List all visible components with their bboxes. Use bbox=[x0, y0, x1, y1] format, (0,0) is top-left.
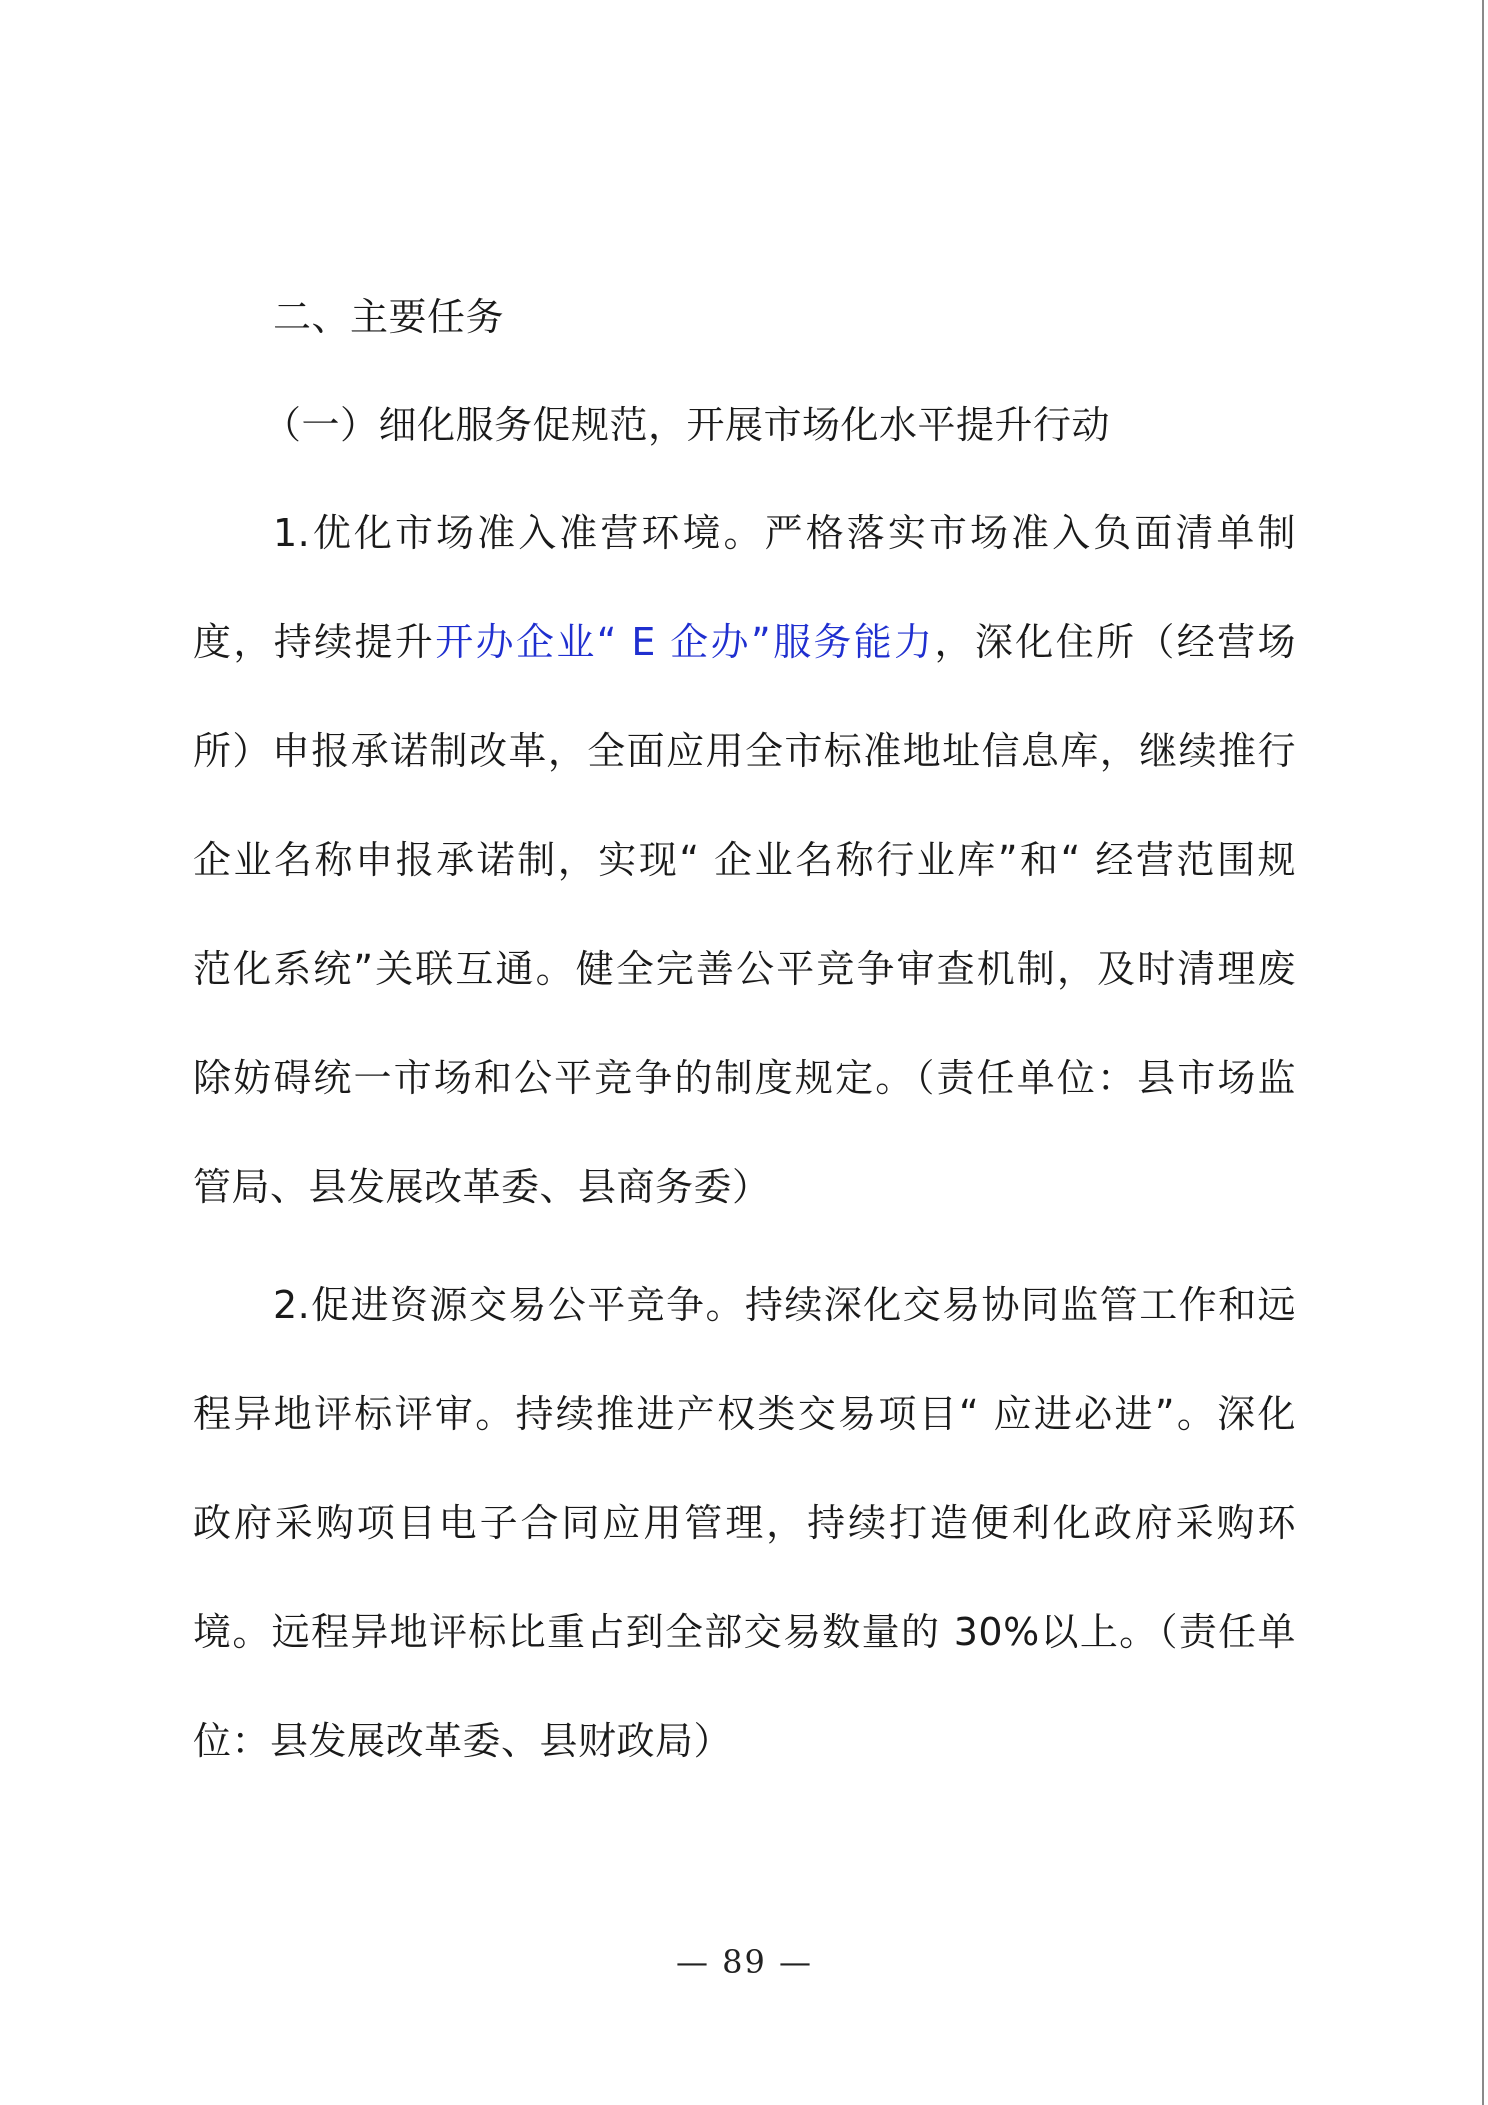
item2-line2: 程异地评标评审。持续推进产权类交易项目“ 应进必进”。深化 bbox=[193, 1392, 1296, 1436]
page-number: — 89 — bbox=[675, 1943, 814, 1981]
item1-line2-start: 度，持续提升 bbox=[193, 620, 436, 664]
subsection-heading: （一）细化服务促规范，开展市场化水平提升行动 bbox=[263, 403, 1111, 447]
item1-line3: 所）申报承诺制改革，全面应用全市标准地址信息库，继续推行 bbox=[193, 729, 1296, 773]
document-page bbox=[193, 0, 1296, 2105]
item1-line1: 1.优化市场准入准营环境。严格落实市场准入负面清单制 bbox=[273, 511, 1296, 555]
item1-line4: 企业名称申报承诺制，实现“ 企业名称行业库”和“ 经营范围规 bbox=[193, 838, 1296, 882]
section-heading: 二、主要任务 bbox=[273, 295, 505, 339]
page-edge-line bbox=[1482, 0, 1484, 2105]
item1-line2-end: ，深化住所（经营场 bbox=[934, 620, 1296, 664]
item1-line2 bbox=[193, 612, 1296, 672]
e-qiban-link[interactable]: 开办企业“ E 企办”服务能力 bbox=[435, 620, 935, 664]
item2-line3: 政府采购项目电子合同应用管理，持续打造便利化政府采购环 bbox=[193, 1501, 1296, 1545]
item1-line6: 除妨碍统一市场和公平竞争的制度规定。（责任单位：县市场监 bbox=[193, 1056, 1296, 1100]
item1-line5: 范化系统”关联互通。健全完善公平竞争审查机制，及时清理废 bbox=[193, 947, 1296, 991]
item2-line5: 位：县发展改革委、县财政局） bbox=[193, 1719, 733, 1763]
item2-line1: 2.促进资源交易公平竞争。持续深化交易协同监管工作和远 bbox=[273, 1283, 1296, 1327]
item1-line7: 管局、县发展改革委、县商务委） bbox=[193, 1165, 771, 1209]
item2-line4: 境。远程异地评标比重占到全部交易数量的 30%以上。（责任单 bbox=[193, 1610, 1296, 1654]
